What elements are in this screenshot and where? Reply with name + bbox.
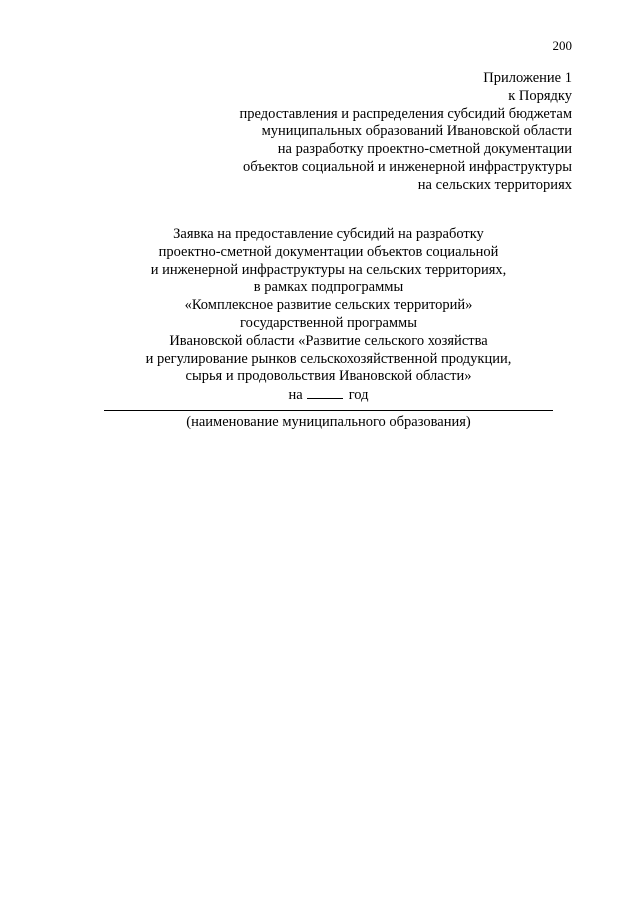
year-suffix: год (348, 387, 369, 404)
title-line: «Комплексное развитие сельских территорий» (184, 297, 473, 314)
year-prefix: на (288, 387, 303, 404)
appendix-line: на сельских территориях (417, 176, 572, 193)
appendix-line: к Порядку (508, 87, 572, 104)
title-line: Заявка на предоставление субсидий на разработку (173, 226, 484, 242)
page-number: 200 (552, 38, 572, 53)
title-line: сырья и продовольствия Ивановской области» (185, 368, 472, 385)
appendix-header (152, 70, 572, 195)
appendix-line: объектов социальной и инженерной инфраструктуры (242, 158, 572, 175)
municipality-caption: (наименование муниципального образования) (186, 414, 471, 430)
title-line: в рамках подпрограммы (253, 279, 404, 296)
application-title (97, 226, 560, 405)
title-line: проектно-сметной документации объектов социальной (158, 243, 499, 260)
municipality-name-line[interactable] (104, 410, 553, 411)
year-blank-field[interactable] (307, 386, 343, 399)
appendix-line: предоставления и распределения субсидий бюджетам (239, 105, 572, 122)
title-line: Ивановской области «Развитие сельского хозяйства (169, 332, 488, 349)
title-line: и инженерной инфраструктуры на сельских территориях, (150, 261, 507, 278)
appendix-line: муниципальных образований Ивановской области (261, 123, 572, 140)
title-line: государственной программы (240, 314, 417, 331)
year-line (97, 386, 560, 405)
title-line: и регулирование рынков сельскохозяйственной продукции, (145, 350, 512, 367)
appendix-line: на разработку проектно-сметной документации (277, 141, 572, 158)
appendix-line: Приложение 1 (483, 70, 572, 86)
